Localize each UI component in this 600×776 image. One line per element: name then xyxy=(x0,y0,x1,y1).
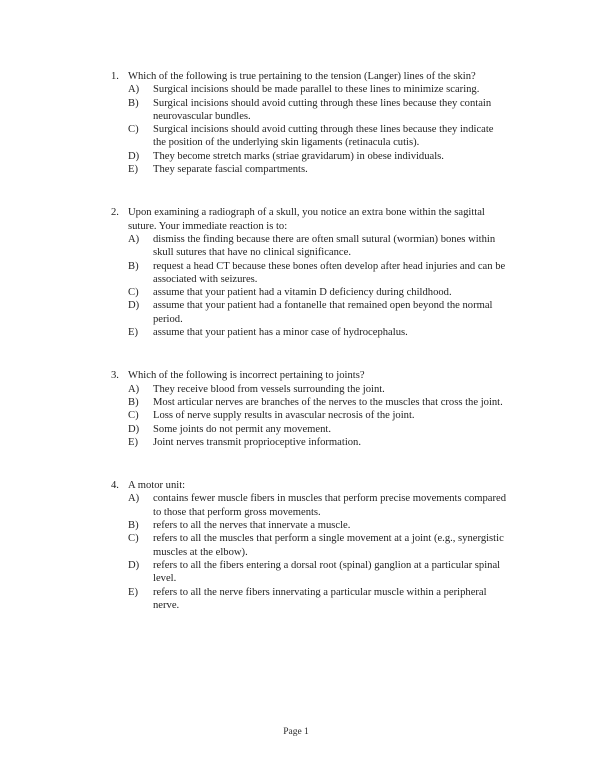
option-letter: B) xyxy=(128,520,139,532)
answer-option xyxy=(128,326,552,339)
option-text-line: They separate fascial compartments. xyxy=(153,164,308,176)
option-text xyxy=(153,436,552,449)
option-text-line: the position of the underlying skin ligaments (retinacula cutis). xyxy=(153,137,420,149)
answer-option xyxy=(128,123,552,150)
option-text-line: Joint nerves transmit proprioceptive information. xyxy=(153,436,362,448)
option-text-line: Surgical incisions should avoid cutting through these lines because they contain xyxy=(153,97,492,109)
question-stem xyxy=(128,479,552,492)
option-letter: C) xyxy=(128,533,139,545)
option-text xyxy=(153,83,552,96)
option-text xyxy=(153,519,552,532)
question-stem-line: Which of the following is incorrect pertaining to joints? xyxy=(128,370,365,382)
option-text xyxy=(153,97,552,124)
question-body xyxy=(128,70,552,176)
question-item xyxy=(111,369,552,449)
option-text-line: request a head CT because these bones often develop after head injuries and can be xyxy=(153,260,506,272)
option-text-line: skull sutures that have no clinical significance. xyxy=(153,247,351,259)
option-text-line: to those that perform gross movements. xyxy=(153,506,321,518)
option-text xyxy=(153,286,552,299)
option-text xyxy=(153,559,552,586)
option-text-line: muscles at the elbow). xyxy=(153,546,248,558)
question-number: 1. xyxy=(111,71,119,82)
answer-option xyxy=(128,83,552,96)
question-body xyxy=(128,369,552,449)
option-text xyxy=(153,326,552,339)
option-letter: E) xyxy=(128,164,138,176)
question-number: 2. xyxy=(111,207,119,219)
question-stem-line: Upon examining a radiograph of a skull, you notice an extra bone within the sagittal xyxy=(128,207,485,219)
question-number: 4. xyxy=(111,480,119,492)
question-stem xyxy=(128,70,552,83)
option-letter: A) xyxy=(128,233,140,245)
option-text xyxy=(153,150,552,163)
question-stem xyxy=(128,369,552,382)
page-footer xyxy=(0,726,592,738)
questions-container xyxy=(111,70,552,612)
option-text xyxy=(153,123,552,150)
option-text-line: They become stretch marks (striae gravidarum) in obese individuals. xyxy=(153,150,444,162)
option-text-line: refers to all the nerves that innervate a muscle. xyxy=(153,520,351,532)
question-stem-line: A motor unit: xyxy=(128,480,186,492)
option-text-line: contains fewer muscle fibers in muscles that perform precise movements compared xyxy=(153,493,507,505)
question-stem-line: Which of the following is true pertaining to the tension (Langer) lines of the skin? xyxy=(128,71,476,82)
answer-option xyxy=(128,163,552,176)
answer-option xyxy=(128,532,552,559)
option-text-line: level. xyxy=(153,573,177,585)
option-text-line: dismiss the finding because there are often small sutural (wormian) bones within xyxy=(153,233,496,245)
question-item xyxy=(111,206,552,339)
option-text xyxy=(153,586,552,613)
answer-option xyxy=(128,233,552,260)
answer-option xyxy=(128,396,552,409)
answer-option xyxy=(128,492,552,519)
option-letter: D) xyxy=(128,423,140,435)
option-text xyxy=(153,233,552,260)
question-item xyxy=(111,70,552,176)
option-text xyxy=(153,409,552,422)
option-text xyxy=(153,423,552,436)
option-letter: B) xyxy=(128,97,139,109)
answer-option xyxy=(128,423,552,436)
question-stem xyxy=(128,206,552,233)
option-text xyxy=(153,163,552,176)
option-letter: E) xyxy=(128,586,138,598)
option-text-line: associated with seizures. xyxy=(153,273,258,285)
answer-option xyxy=(128,519,552,532)
answer-option xyxy=(128,299,552,326)
question-item xyxy=(111,479,552,612)
question-body xyxy=(128,479,552,612)
option-text-line: nerve. xyxy=(153,599,180,611)
option-text-line: They receive blood from vessels surrounding the joint. xyxy=(153,383,385,395)
option-text-line: assume that your patient had a fontanelle that remained open beyond the normal xyxy=(153,300,493,312)
option-text xyxy=(153,383,552,396)
option-text xyxy=(153,532,552,559)
option-letter: A) xyxy=(128,84,140,96)
answer-option xyxy=(128,150,552,163)
option-text-line: Loss of nerve supply results in avascular necrosis of the joint. xyxy=(153,410,415,422)
option-text-line: Most articular nerves are branches of the nerves to the muscles that cross the joint. xyxy=(153,396,503,408)
option-letter: C) xyxy=(128,124,139,136)
answer-option xyxy=(128,559,552,586)
option-letter: E) xyxy=(128,327,138,339)
option-text xyxy=(153,396,552,409)
question-body xyxy=(128,206,552,339)
answer-option xyxy=(128,436,552,449)
option-text xyxy=(153,260,552,287)
answer-option xyxy=(128,260,552,287)
option-letter: E) xyxy=(128,436,138,448)
option-letter: A) xyxy=(128,493,140,505)
option-text-line: Surgical incisions should avoid cutting through these lines because they indicate xyxy=(153,124,494,136)
option-text-line: refers to all the nerve fibers innervating a particular muscle within a peripheral xyxy=(153,586,487,598)
option-letter: B) xyxy=(128,396,139,408)
answer-option xyxy=(128,286,552,299)
answer-option xyxy=(128,409,552,422)
answer-option xyxy=(128,97,552,124)
option-letter: D) xyxy=(128,300,140,312)
option-letter: C) xyxy=(128,410,139,422)
option-letter: A) xyxy=(128,383,140,395)
option-text-line: refers to all the fibers entering a dorsal root (spinal) ganglion at a particular spinal xyxy=(153,559,501,571)
answer-option xyxy=(128,383,552,396)
option-text-line: period. xyxy=(153,313,183,325)
option-letter: D) xyxy=(128,150,140,162)
question-stem-line: suture. Your immediate reaction is to: xyxy=(128,220,288,232)
option-text xyxy=(153,299,552,326)
answer-option xyxy=(128,586,552,613)
option-text xyxy=(153,492,552,519)
option-letter: D) xyxy=(128,559,140,571)
page-number: Page 1 xyxy=(283,727,309,737)
option-text-line: neurovascular bundles. xyxy=(153,110,251,122)
option-text-line: assume that your patient had a vitamin D deficiency during childhood. xyxy=(153,287,452,299)
option-text-line: Surgical incisions should be made parallel to these lines to minimize scaring. xyxy=(153,84,480,96)
option-text-line: assume that your patient has a minor case of hydrocephalus. xyxy=(153,327,408,339)
question-number: 3. xyxy=(111,370,119,382)
option-letter: B) xyxy=(128,260,139,272)
option-letter: C) xyxy=(128,287,139,299)
option-text-line: Some joints do not permit any movement. xyxy=(153,423,332,435)
option-text-line: refers to all the muscles that perform a single movement at a joint (e.g., synergistic xyxy=(153,533,504,545)
